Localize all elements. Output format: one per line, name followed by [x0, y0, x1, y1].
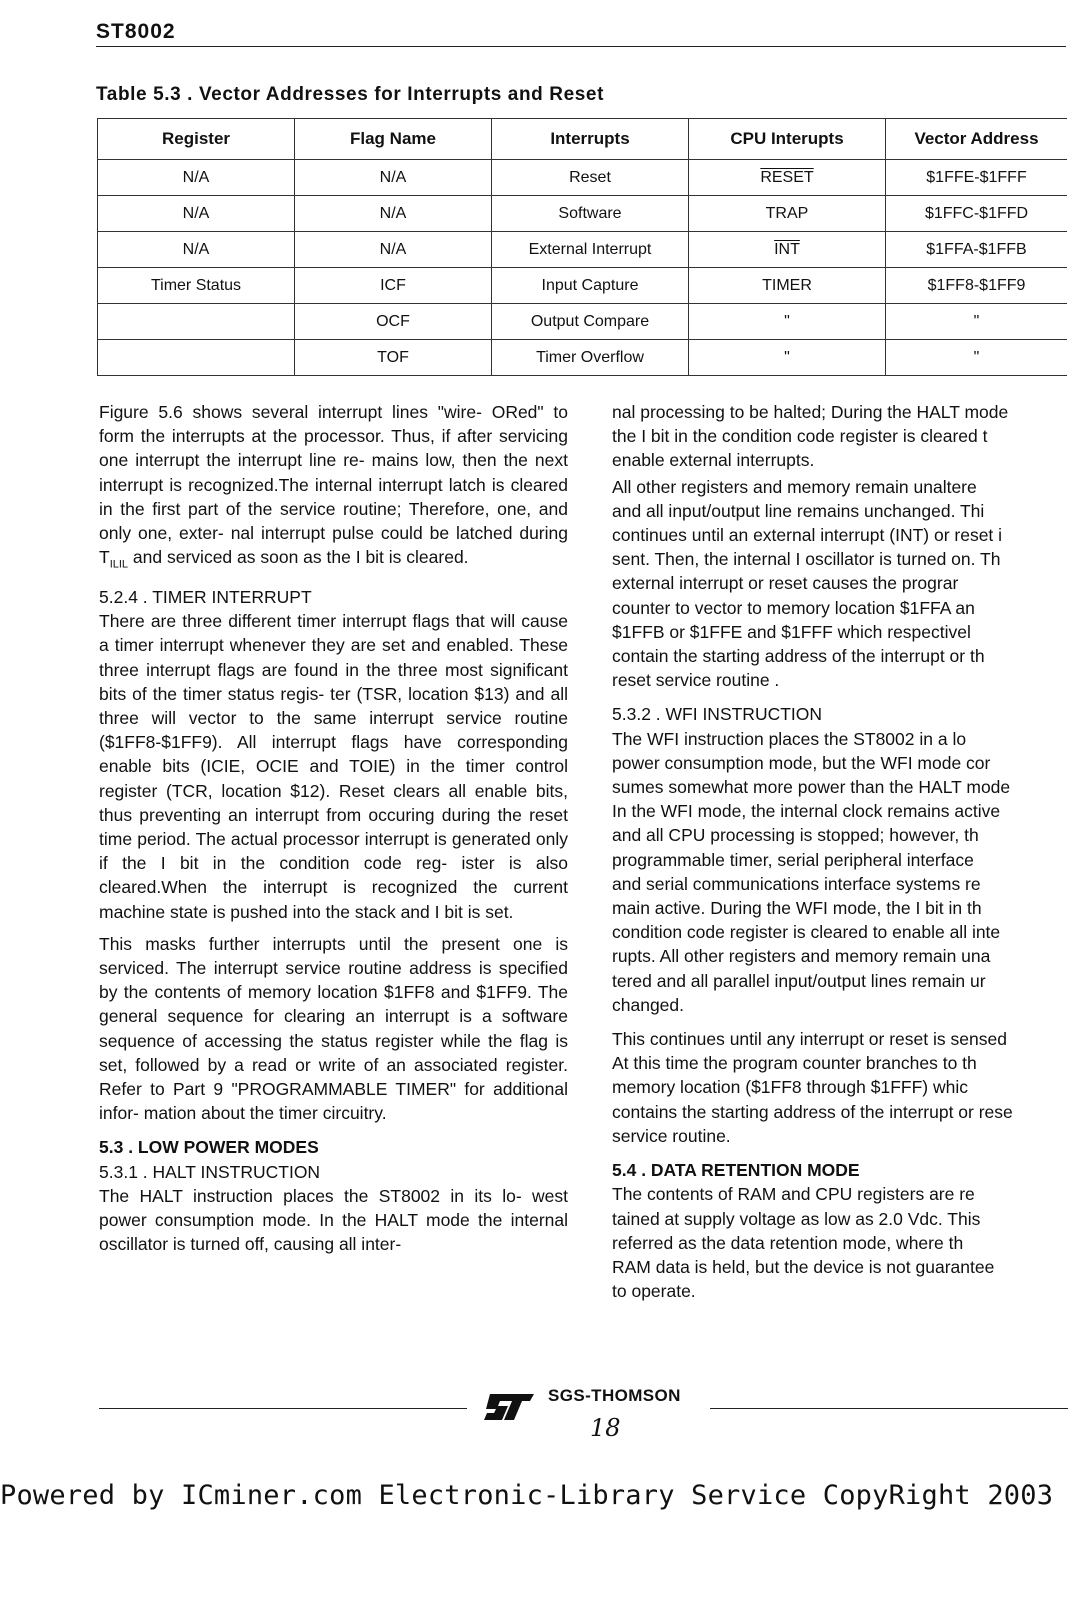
col-header: Vector Address: [886, 119, 1068, 160]
table-header-row: [98, 119, 1068, 160]
line: tered and all parallel input/output lines remain ur: [612, 970, 986, 991]
line: continues until an external interrupt (INT) or reset i: [612, 525, 1003, 546]
table-cell: N/A: [295, 160, 492, 196]
line: The WFI instruction places the ST8002 in a lo: [612, 728, 967, 749]
table-cell: TRAP: [689, 196, 886, 232]
header-rule: [96, 46, 1066, 47]
table-row: [98, 232, 1068, 268]
table-cell: ": [886, 340, 1068, 376]
line: condition code register is cleared to enable all inte: [612, 922, 1001, 943]
line: RAM data is held, but the device is not guarantee: [612, 1256, 995, 1277]
table-caption: Table 5.3 . Vector Addresses for Interrupts and Reset: [96, 84, 605, 105]
table-cell: Reset: [492, 160, 689, 196]
table-row: [98, 340, 1068, 376]
paragraph: There are three different timer interrupt flags that will cause a timer interrupt whenever they are set and enabled. These three interrupt flags are found in the three most significant bits of the timer status regis- ter (TSR, location $13) and all three will vector to the same interrupt service routine ($1FF8-$1FF9). All interrupt flags have corresponding enable bits (ICIE, OCIE and TOIE) in the timer control register (TCR, location $12). Reset clears all enable bits, thus preventing an interrupt from occuring during the reset time period. The actual processor interrupt is generated only if the I bit in the condition code reg- ister is also cleared.When the interrupt is recognized the current machine state is pushed into the stack and I bit is set.: [99, 611, 568, 922]
line: All other registers and memory remain unaltere: [612, 476, 977, 497]
st-logo-icon: [484, 1392, 536, 1422]
page-number: 18: [590, 1414, 621, 1442]
line: counter to vector to memory location $1FFA an: [612, 597, 975, 618]
table-cell: N/A: [98, 196, 295, 232]
line: rupts. All other registers and memory remain una: [612, 946, 991, 967]
col-header: CPU Interupts: [689, 119, 886, 160]
table-cell: Timer Overflow: [492, 340, 689, 376]
line: memory location ($1FF8 through $1FFF) whic: [612, 1077, 968, 1098]
subscript: ILIL: [109, 558, 129, 571]
table-cell: [98, 304, 295, 340]
line: power consumption mode, but the WFI mode cor: [612, 752, 991, 773]
line: In the WFI mode, the internal clock remains active: [612, 801, 1001, 822]
table-cell: ICF: [295, 268, 492, 304]
line: nal processing to be halted; During the HALT mode: [612, 402, 1009, 422]
table-cell: [98, 340, 295, 376]
line: the I bit in the condition code register is cleared t: [612, 426, 988, 447]
left-column: [99, 400, 568, 1256]
table-cell: $1FFA-$1FFB: [886, 232, 1068, 268]
int-signal: $\overline{INT}$: [774, 240, 800, 258]
table-cell: [689, 232, 886, 268]
line: service routine.: [612, 1125, 731, 1146]
table-cell: OCF: [295, 304, 492, 340]
paragraph: This masks further interrupts until the present one is serviced. The interrupt service routine address is specified by the contents of memory location $1FF8 and $1FF9. The general sequence for clearing an interrupt is a software sequence of accessing the status register while the flag is set, followed by a read or write of an associated register. Refer to Part 9 "PROGRAMMABLE TIMER" for additional infor- mation about the timer circuitry.: [99, 933, 569, 1124]
paragraph: The HALT instruction places the ST8002 in its lo- west power consumption mode. In the HALT mode the internal oscillator is turned off, causing all inter-: [99, 1185, 568, 1255]
table-row: [98, 160, 1068, 196]
line: contains the starting address of the interrupt or rese: [612, 1101, 1013, 1122]
table-cell: Timer Status: [98, 268, 295, 304]
section-heading-532: 5.3.2 . WFI INSTRUCTION: [612, 704, 823, 725]
table-cell: $1FF8-$1FF9: [886, 268, 1068, 304]
section-heading-54: 5.4 . DATA RETENTION MODE: [612, 1160, 860, 1181]
powered-by-footer: Powered by ICminer.com Electronic-Library Service CopyRight 2003: [0, 1480, 1054, 1511]
table-row: [98, 196, 1068, 232]
footer-rule-right: [710, 1408, 1068, 1409]
line: to operate.: [612, 1281, 696, 1302]
table-cell: [689, 160, 886, 196]
table-cell: $1FFC-$1FFD: [886, 196, 1068, 232]
line: $1FFB or $1FFE and $1FFF which respectivel: [612, 621, 971, 642]
section-heading-531: 5.3.1 . HALT INSTRUCTION: [99, 1161, 321, 1182]
table-cell: ": [886, 304, 1068, 340]
col-header: Interrupts: [492, 119, 689, 160]
line: sent. Then, the internal I oscillator is turned on. Th: [612, 549, 1001, 570]
line: programmable timer, serial peripheral interface: [612, 849, 974, 870]
line: and all CPU processing is stopped; however, th: [612, 825, 979, 846]
table-cell: N/A: [295, 232, 492, 268]
line: sumes somewhat more power than the HALT mode: [612, 777, 1011, 798]
line: enable external interrupts.: [612, 450, 815, 471]
table-cell: External Interrupt: [492, 232, 689, 268]
line: The contents of RAM and CPU registers are re: [612, 1184, 975, 1205]
table-cell: Output Compare: [492, 304, 689, 340]
table-cell: N/A: [295, 196, 492, 232]
table-cell: N/A: [98, 232, 295, 268]
company-logo-text: SGS-THOMSON: [548, 1386, 681, 1405]
section-heading-53: 5.3 . LOW POWER MODES: [99, 1137, 319, 1158]
reset-signal: RESET: [760, 168, 814, 186]
right-column: [612, 400, 1068, 1303]
table-row: [98, 268, 1068, 304]
col-header: Flag Name: [295, 119, 492, 160]
table-cell: Software: [492, 196, 689, 232]
table-cell: N/A: [98, 160, 295, 196]
line: main active. During the WFI mode, the I bit in th: [612, 898, 982, 919]
line: external interrupt or reset causes the prograr: [612, 573, 959, 594]
line: changed.: [612, 994, 685, 1015]
line: reset service routine .: [612, 670, 780, 691]
line: and all input/output line remains unchanged. Thi: [612, 500, 985, 521]
line: contain the starting address of the interrupt or th: [612, 646, 985, 667]
line: referred as the data retention mode, where th: [612, 1232, 964, 1253]
line: This continues until any interrupt or reset is sensed: [612, 1029, 1007, 1050]
paragraph: Figure 5.6 shows several interrupt lines "wire- ORed" to form the interrupts at the processor. Thus, if after servicing one interrupt the interrupt line re- mains low, then the next interrupt is recognized.The internal interrupt latch is cleared in the first part of the service routine; Therefore, one, and only one, exter- nal interrupt pulse could be latched during $T_{ILIL}$ and serviced as soon as the I bit is cleared.: [99, 402, 568, 571]
section-heading-524: 5.2.4 . TIMER INTERRUPT: [99, 586, 312, 607]
footer-rule-left: [99, 1408, 467, 1409]
page-header-title: ST8002: [96, 20, 176, 43]
table-cell: TOF: [295, 340, 492, 376]
col-header: Register: [98, 119, 295, 160]
table-cell: $1FFE-$1FFF: [886, 160, 1068, 196]
table-cell: ": [689, 340, 886, 376]
table-cell: ": [689, 304, 886, 340]
line: and serial communications interface systems re: [612, 873, 981, 894]
line: At this time the program counter branches to th: [612, 1053, 977, 1074]
table-cell: TIMER: [689, 268, 886, 304]
table-cell: Input Capture: [492, 268, 689, 304]
table-row: [98, 304, 1068, 340]
line: tained at supply voltage as low as 2.0 Vdc. This: [612, 1208, 981, 1229]
vector-address-table: [97, 118, 1067, 376]
